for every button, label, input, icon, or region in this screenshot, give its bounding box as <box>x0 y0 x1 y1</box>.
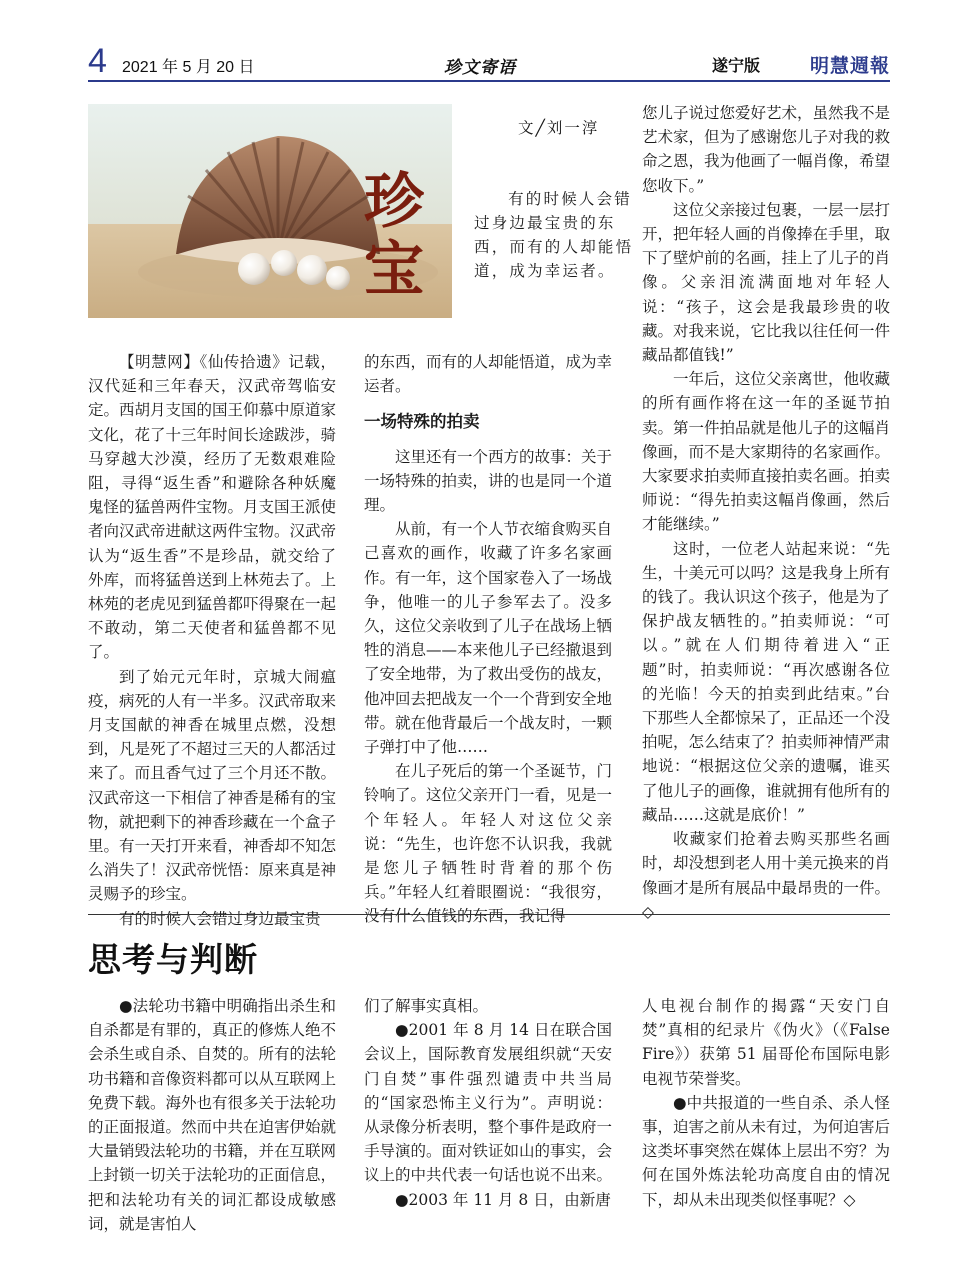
section-name: 珍文寄语 <box>444 58 516 78</box>
article-column-3 <box>642 101 890 924</box>
paragraph: 这时，一位老人站起来说：“先生，十美元可以吗？这是我身上所有的钱了。我认识这个孩子，他是为了保护战友牺牲的。”拍卖师说：“可以。”就在人们期待着进入“正题”时，拍卖师说：“再次感谢各位的光临！今天的拍卖到此结束。”台下那些人全都惊呆了，正品还一个没拍呢，怎么结束了？拍卖师神情严肃地说：“根据这位父亲的遗嘱，谁买了他儿子的画像，谁就拥有他所有的藏品……这就是底价！” <box>642 539 891 824</box>
article-intro <box>474 187 642 283</box>
article-title <box>364 168 436 304</box>
issue-date: 2021 年 5 月 20 日 <box>122 59 255 76</box>
paragraph-continued: 人电视台制作的揭露“天安门自焚”真相的纪录片《伪火》（《False Fire》）获第 51 届哥伦布国际电影电视节荣誉奖。 <box>642 997 890 1088</box>
paragraph: ●中共报道的一些自杀、杀人怪事，迫害之前从未有过，为何迫害后这类坏事突然在媒体上层出不穷？为何在国外炼法轮功高度自由的情况下，却从未出现类似怪事呢？◇ <box>642 1093 891 1209</box>
section-divider <box>88 914 890 915</box>
edition-name: 遂宁版 <box>712 58 761 75</box>
paragraph-continued: 们了解事实真相。 <box>364 997 489 1015</box>
section-title: 思考与判断 <box>88 941 258 978</box>
section2-column-1 <box>88 994 336 1236</box>
intro-text: 有的时候人会错过身边最宝贵的东西，而有的人却能悟道，成为幸运者。 <box>474 190 634 280</box>
paragraph: 【明慧网】《仙传拾遗》记载，汉代延和三年春天，汉武帝驾临安定。西胡月支国的国王仰慕中原道家文化，花了十三年时间长途跋涉，骑马穿越大沙漠，经历了无数艰难险阻，寻得“返生香”和避除各种妖魔鬼怪的猛兽两件宝物。月支国王派使者向汉武帝进献这两件宝物。汉武帝认为“返生香”不是珍品，就交给了外库，而将猛兽送到上林苑去了。上林苑的老虎见到猛兽都吓得聚在一起不敢动，第二天使者和猛兽都不见了。 <box>88 353 337 662</box>
title-char-1: 珍 <box>364 167 424 237</box>
page-number: 4 <box>88 42 107 80</box>
subheading: 一场特殊的拍卖 <box>364 413 480 432</box>
paragraph: 收藏家们抢着去购买那些名画时，却没想到老人用十美元换来的肖像画才是所有展品中最昂贵的一件。◇ <box>642 830 891 921</box>
paragraph-continued: 的东西，而有的人却能悟道，成为幸运者。 <box>364 353 613 396</box>
paragraph: 到了始元元年时，京城大闹瘟疫，病死的人有一半多。汉武帝取来月支国献的神香在城里点燃，没想到，凡是死了不超过三天的人都活过来了。而且香气过了三个月还不散。汉武帝这一下相信了神香是稀有的宝物，就把剩下的神香珍藏在一个盒子里。有一天打开来看，神香却不知怎么消失了！汉武帝恍悟：原来真是神灵赐予的珍宝。 <box>88 667 337 904</box>
section2-column-2 <box>364 994 612 1212</box>
title-char-2: 宝 <box>364 235 424 305</box>
article-byline: 文╱刘一淳 <box>518 119 600 137</box>
paragraph: ●2003 年 11 月 8 日，由新唐 <box>395 1190 611 1209</box>
paragraph: ●2001 年 8 月 14 日在联合国会议上，国际教育发展组织就“天安门自焚”事件强烈谴责中共当局的“国家恐怖主义行为”。声明说：从录像分析表明，整个事件是政府一手导演的。面对铁证如山的事实，会议上的中共代表一句话也说不出来。 <box>364 1021 613 1185</box>
paragraph: 一年后，这位父亲离世，他收藏的所有画作将在这一年的圣诞节拍卖。第一件拍品就是他儿子的这幅肖像画，而不是大家期待的名家画作。大家要求拍卖师直接拍卖名画。拍卖师说：“得先拍卖这幅肖像画，然后才能继续。” <box>642 370 891 534</box>
paragraph: 这位父亲接过包裹，一层一层打开，把年轻人画的肖像捧在手里，取下了壁炉前的名画，挂上了儿子的肖像。父亲泪流满面地对年轻人说：“孩子，这会是我最珍贵的收藏。对我来说，它比我以往任何一件藏品都值钱!” <box>642 200 891 365</box>
paragraph: 这里还有一个西方的故事：关于一场特殊的拍卖，讲的也是同一个道理。 <box>364 447 613 515</box>
newspaper-logo: 明慧週報 <box>809 55 890 77</box>
paragraph: 在儿子死后的第一个圣诞节，门铃响了。这位父亲开门一看，见是一个年轻人。年轻人对这位父亲说：“先生，也许您不认识我，我就是您儿子牺牲时背着的那个伤兵。”年轻人红着眼圈说：“我很穷，没有什么值钱的东西，我记得 <box>364 762 613 926</box>
article-column-1 <box>88 350 336 931</box>
page-header <box>88 42 890 82</box>
article-column-2 <box>364 350 612 929</box>
section2-column-3 <box>642 994 890 1212</box>
paragraph: 有的时候人会错过身边最宝贵 <box>119 909 321 928</box>
paragraph: 从前，有一个人节衣缩食购买自己喜欢的画作，收藏了许多名家画作。有一年，这个国家卷入了一场战争，他唯一的儿子参军去了。没多久，这位父亲收到了儿子在战场上牺牲的消息——本来他儿子已经撤退到了安全地带，为了救出受伤的战友，他冲回去把战友一个一个背到安全地带。就在他背最后一个战友时，一颗子弹打中了他…… <box>364 520 613 757</box>
paragraph-continued: 您儿子说过您爱好艺术，虽然我不是艺术家，但为了感谢您儿子对我的救命之恩，我为他画了一幅肖像，希望您收下。” <box>642 104 891 195</box>
paragraph: ●法轮功书籍中明确指出杀生和自杀都是有罪的，真正的修炼人绝不会杀生或自杀、自焚的。所有的法轮功书籍和音像资料都可以从互联网上免费下载。海外也有很多关于法轮功的正面报道。然而中共在迫害伊始就大量销毁法轮功的书籍，并在互联网上封锁一切关于法轮功的正面信息，把和法轮功有关的词汇都设成敏感词，就是害怕人 <box>88 997 337 1233</box>
